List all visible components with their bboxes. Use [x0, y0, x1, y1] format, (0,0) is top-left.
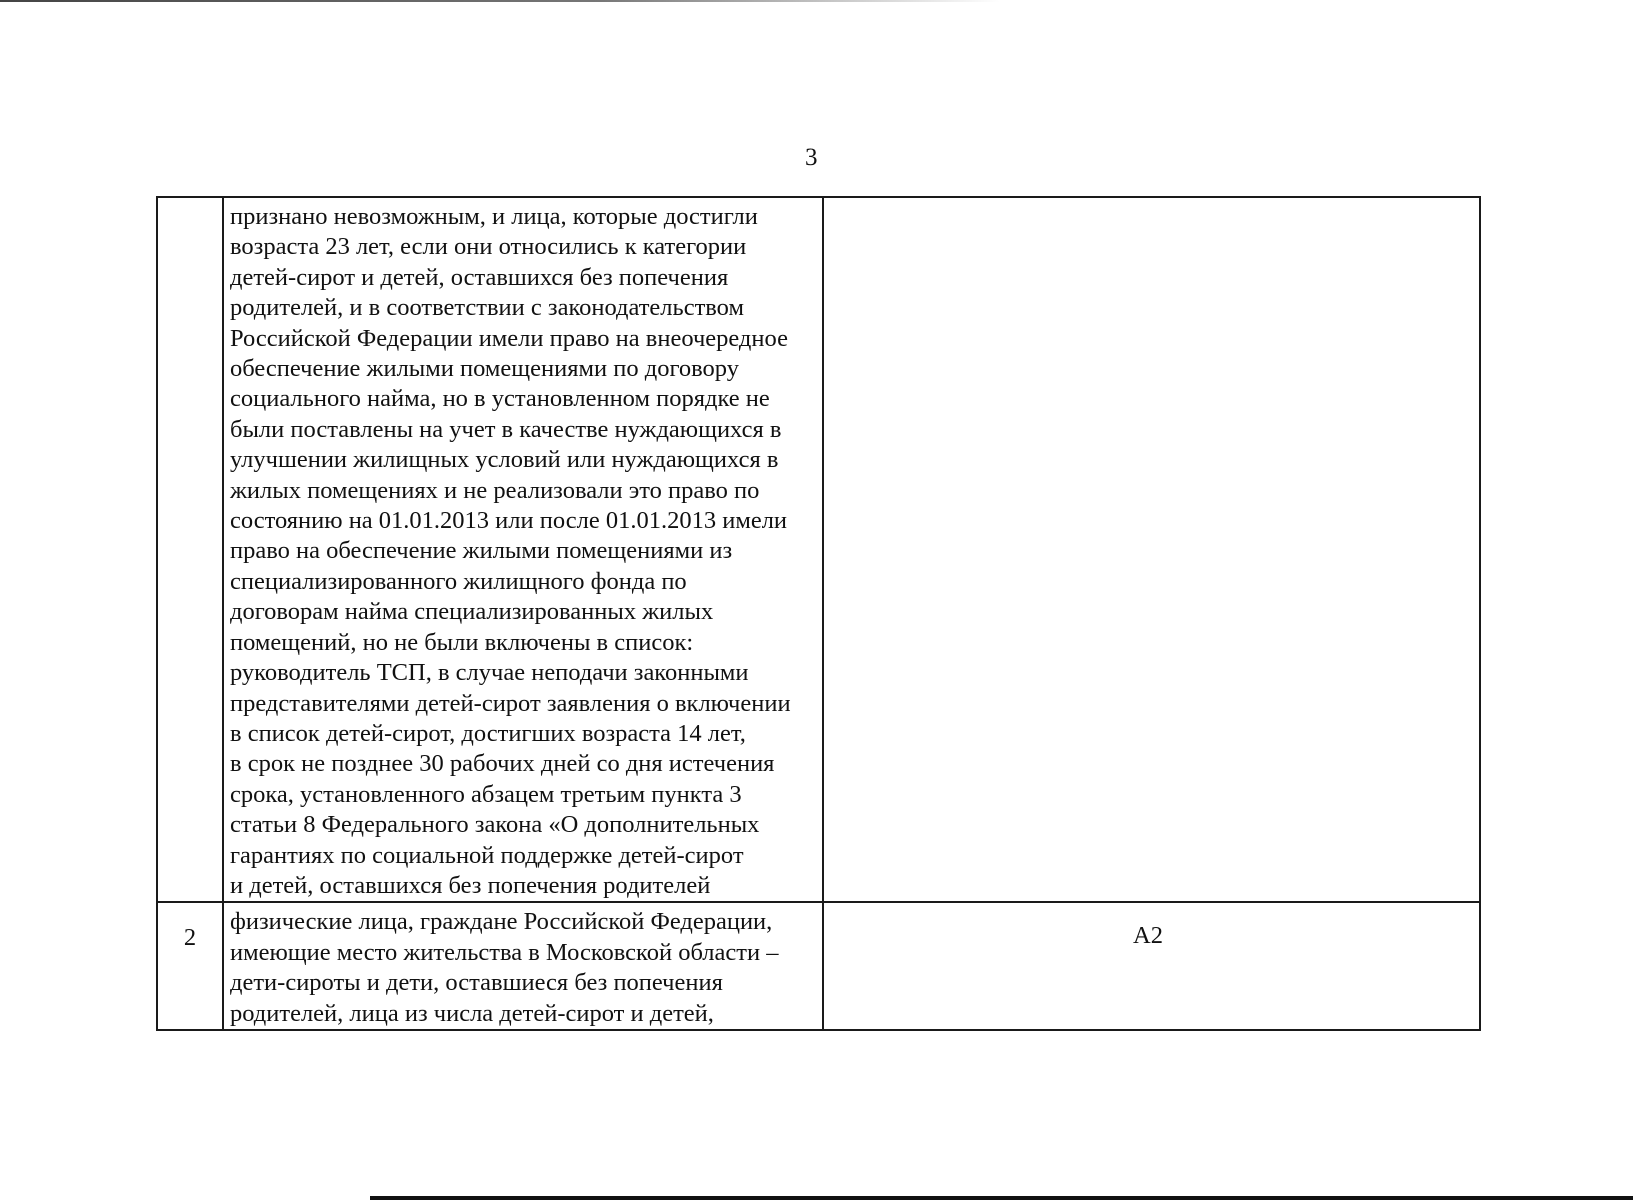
description-line: состоянию на 01.01.2013 или после 01.01.2013 имели: [230, 507, 788, 535]
description-line: были поставлены на учет в качестве нуждающихся в: [230, 415, 782, 443]
table-row: [157, 197, 1480, 902]
description-line: руководитель ТСП, в случае неподачи законными: [230, 659, 749, 687]
description-line: специализированного жилищного фонда по: [230, 567, 687, 595]
description-line: в срок не позднее 30 рабочих дней со дня истечения: [230, 750, 775, 778]
row-code: [824, 198, 1479, 216]
description-line: социального найма, но в установленном порядке не: [230, 385, 770, 413]
row-number: [158, 198, 222, 218]
row-code: А2: [1133, 922, 1163, 950]
description-line: срока, установленного абзацем третьим пункта 3: [230, 780, 742, 808]
scan-top-edge: [0, 0, 1000, 2]
description-line: договорам найма специализированных жилых: [230, 598, 714, 626]
description-line: обеспечение жилыми помещениями по договору: [230, 355, 739, 383]
code-cell: [823, 902, 1480, 1030]
page-number: 3: [805, 144, 818, 171]
description-line: дети-сироты и дети, оставшиеся без попечения: [230, 969, 723, 997]
row-number-cell: [157, 902, 223, 1030]
description-line: физические лица, граждане Российской Федерации,: [230, 908, 773, 936]
description-line: родителей, лица из числа детей-сирот и детей,: [230, 999, 714, 1027]
description-line: в список детей-сирот, достигших возраста 14 лет,: [230, 719, 746, 747]
description-line: представителями детей-сирот заявления о включении: [230, 689, 791, 717]
description-line: право на обеспечение жилыми помещениями из: [230, 537, 733, 565]
description-line: гарантиях по социальной поддержке детей-сирот: [230, 841, 744, 869]
row-number-cell: [157, 197, 223, 902]
description-line: помещений, но не были включены в список:: [230, 628, 694, 656]
row-number: 2: [183, 924, 197, 952]
description-line: улучшении жилищных условий или нуждающихся в: [230, 446, 779, 474]
description-line: возраста 23 лет, если они относились к категории: [230, 233, 747, 261]
description-line: признано невозможным, и лица, которые достигли: [230, 203, 758, 230]
table-row: [157, 902, 1480, 1030]
document-table: [156, 196, 1481, 1031]
description-line: Российской Федерации имели право на внеочередное: [230, 324, 788, 352]
description-line: детей-сирот и детей, оставшихся без попечения: [230, 263, 729, 291]
description-line: имеющие место жительства в Московской области –: [230, 938, 779, 966]
scan-bottom-edge: [370, 1196, 1633, 1200]
description-cell: [223, 902, 823, 1030]
description-line: жилых помещениях и не реализовали это право по: [230, 476, 760, 504]
description-line: статьи 8 Федерального закона «О дополнительных: [230, 811, 760, 839]
description-cell: [223, 197, 823, 902]
code-cell: [823, 197, 1480, 902]
description-line: и детей, оставшихся без попечения родителей: [230, 871, 711, 899]
description-line: родителей, и в соответствии с законодательством: [230, 294, 744, 322]
